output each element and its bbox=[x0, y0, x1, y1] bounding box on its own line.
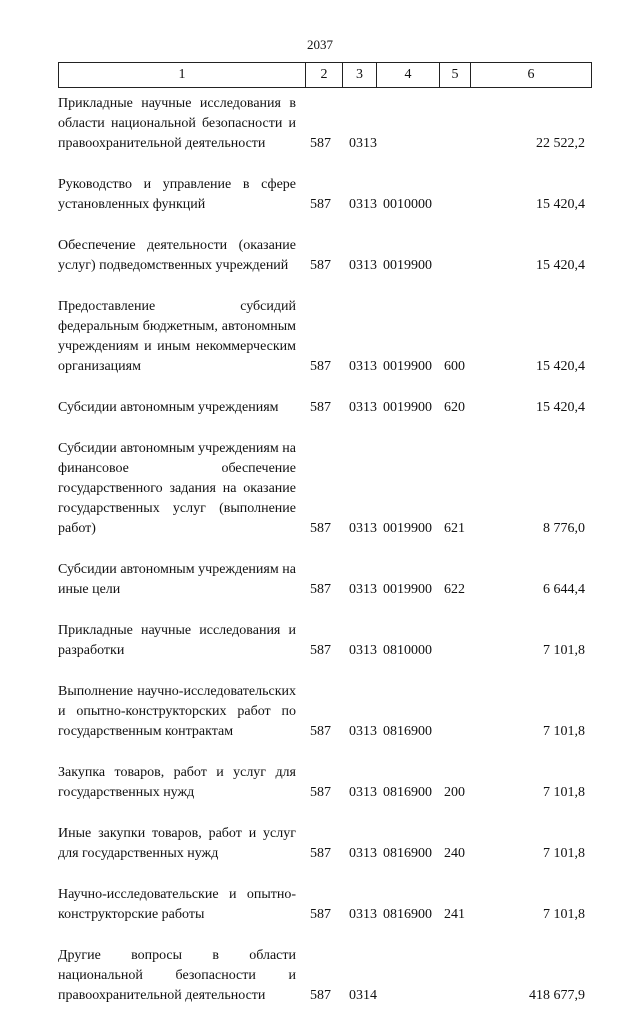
row-name: Предоставление субсидий федеральным бюджетным, автономным учреждениям и иным некоммерческим организациям bbox=[58, 299, 296, 374]
row-name: Выполнение научно-исследовательских и опытно-конструкторских работ по государственным контрактам bbox=[58, 684, 296, 739]
row-code-2: 587 bbox=[310, 907, 331, 922]
row-code-2: 587 bbox=[310, 988, 331, 1003]
column-header-2: 2 bbox=[306, 63, 343, 88]
table-row bbox=[58, 297, 591, 377]
table-row bbox=[58, 763, 591, 803]
row-amount: 15 420,4 bbox=[536, 197, 585, 212]
row-amount: 7 101,8 bbox=[543, 846, 585, 861]
row-code-3: 0313 bbox=[349, 724, 377, 739]
row-code-5: 620 bbox=[444, 400, 465, 415]
row-code-2: 587 bbox=[310, 197, 331, 212]
table-row bbox=[58, 439, 591, 539]
row-name: Прикладные научные исследования и разработки bbox=[58, 623, 296, 658]
row-code-5: 621 bbox=[444, 521, 465, 536]
row-amount: 7 101,8 bbox=[543, 724, 585, 739]
row-code-3: 0313 bbox=[349, 785, 377, 800]
column-header-4: 4 bbox=[377, 63, 440, 88]
row-code-3: 0313 bbox=[349, 907, 377, 922]
table-row bbox=[58, 824, 591, 864]
row-code-5: 622 bbox=[444, 582, 465, 597]
column-header-3: 3 bbox=[343, 63, 377, 88]
row-name: Обеспечение деятельности (оказание услуг) подведомственных учреждений bbox=[58, 238, 296, 273]
row-code-2: 587 bbox=[310, 724, 331, 739]
row-code-2: 587 bbox=[310, 258, 331, 273]
table-row bbox=[58, 946, 591, 1006]
row-amount: 22 522,2 bbox=[536, 136, 585, 151]
row-code-3: 0313 bbox=[349, 400, 377, 415]
table-row bbox=[58, 236, 591, 276]
budget-rows bbox=[58, 94, 591, 1027]
page-number: 2037 bbox=[307, 37, 333, 52]
row-code-2: 587 bbox=[310, 582, 331, 597]
row-code-3: 0313 bbox=[349, 258, 377, 273]
row-name: Субсидии автономным учреждениям bbox=[58, 400, 279, 415]
row-name: Прикладные научные исследования в области национальной безопасности и правоохранительной деятельности bbox=[58, 96, 296, 151]
row-name: Другие вопросы в области национальной безопасности и правоохранительной деятельности bbox=[58, 948, 296, 1003]
row-code-3: 0313 bbox=[349, 197, 377, 212]
row-code-4: 0816900 bbox=[383, 724, 432, 739]
row-code-4: 0019900 bbox=[383, 521, 432, 536]
row-code-2: 587 bbox=[310, 521, 331, 536]
row-code-2: 587 bbox=[310, 400, 331, 415]
row-code-3: 0313 bbox=[349, 582, 377, 597]
row-code-2: 587 bbox=[310, 785, 331, 800]
column-header-1: 1 bbox=[59, 63, 306, 88]
table-row bbox=[58, 398, 591, 418]
column-header-5: 5 bbox=[440, 63, 471, 88]
column-header-table bbox=[58, 62, 592, 88]
row-name: Субсидии автономным учреждениям на финансовое обеспечение государственного задания на оказание государственных услуг (выполнение работ) bbox=[58, 441, 296, 536]
row-amount: 15 420,4 bbox=[536, 258, 585, 273]
row-code-4: 0816900 bbox=[383, 907, 432, 922]
row-code-3: 0313 bbox=[349, 643, 377, 658]
row-code-3: 0313 bbox=[349, 521, 377, 536]
row-code-2: 587 bbox=[310, 643, 331, 658]
row-amount: 15 420,4 bbox=[536, 400, 585, 415]
row-code-2: 587 bbox=[310, 846, 331, 861]
row-code-4: 0019900 bbox=[383, 582, 432, 597]
row-code-3: 0313 bbox=[349, 846, 377, 861]
row-amount: 7 101,8 bbox=[543, 907, 585, 922]
row-amount: 418 677,9 bbox=[529, 988, 585, 1003]
table-row bbox=[58, 560, 591, 600]
row-code-4: 0810000 bbox=[383, 643, 432, 658]
row-code-3: 0313 bbox=[349, 136, 377, 151]
row-code-5: 240 bbox=[444, 846, 465, 861]
row-code-4: 0010000 bbox=[383, 197, 432, 212]
row-code-4: 0816900 bbox=[383, 785, 432, 800]
row-name: Закупка товаров, работ и услуг для государственных нужд bbox=[58, 765, 296, 800]
row-code-4: 0019900 bbox=[383, 258, 432, 273]
row-code-4: 0019900 bbox=[383, 359, 432, 374]
row-code-5: 600 bbox=[444, 359, 465, 374]
row-code-2: 587 bbox=[310, 136, 331, 151]
table-row bbox=[58, 682, 591, 742]
row-amount: 7 101,8 bbox=[543, 643, 585, 658]
column-header-6: 6 bbox=[471, 63, 592, 88]
row-code-4: 0019900 bbox=[383, 400, 432, 415]
row-code-5: 241 bbox=[444, 907, 465, 922]
row-code-3: 0314 bbox=[349, 988, 377, 1003]
row-amount: 7 101,8 bbox=[543, 785, 585, 800]
table-row bbox=[58, 621, 591, 661]
table-row bbox=[58, 175, 591, 215]
row-name: Субсидии автономным учреждениям на иные цели bbox=[58, 562, 296, 597]
row-name: Руководство и управление в сфере установленных функций bbox=[58, 177, 296, 212]
row-code-2: 587 bbox=[310, 359, 331, 374]
row-name: Иные закупки товаров, работ и услуг для государственных нужд bbox=[58, 826, 296, 861]
row-amount: 15 420,4 bbox=[536, 359, 585, 374]
row-amount: 6 644,4 bbox=[543, 582, 585, 597]
row-code-4: 0816900 bbox=[383, 846, 432, 861]
row-code-3: 0313 bbox=[349, 359, 377, 374]
table-row bbox=[58, 94, 591, 154]
table-row bbox=[58, 885, 591, 925]
row-name: Научно-исследовательские и опытно-конструкторские работы bbox=[58, 887, 296, 922]
row-code-5: 200 bbox=[444, 785, 465, 800]
row-amount: 8 776,0 bbox=[543, 521, 585, 536]
